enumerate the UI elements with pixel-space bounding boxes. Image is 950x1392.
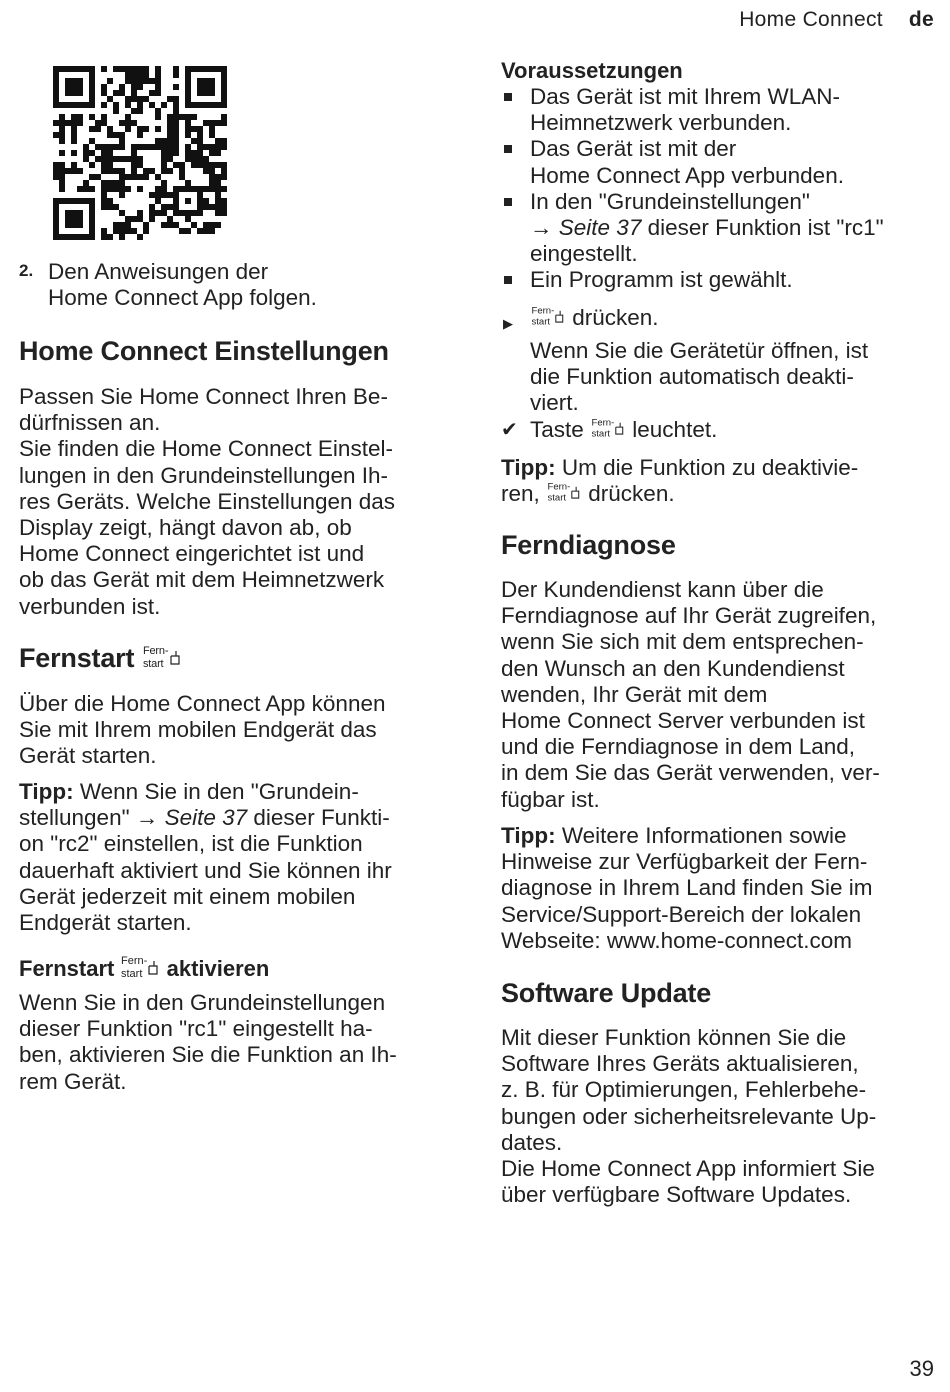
action-note bbox=[530, 338, 941, 417]
list-item: Das Gerät ist mit Ihrem WLAN- Heimnetzwerk verbunden. bbox=[501, 84, 941, 136]
fernstart-icon bbox=[142, 642, 182, 672]
text-line: lungen in den Grundeinstellungen Ih- bbox=[19, 462, 389, 488]
text-line: den Wunsch an den Kundendienst bbox=[501, 655, 845, 681]
check-icon: ✔ bbox=[501, 419, 518, 441]
requirements-list bbox=[501, 84, 941, 294]
heading-fernstart: Fernstart Fern- start bbox=[19, 643, 182, 675]
svg-text:Fern-: Fern- bbox=[531, 305, 555, 317]
text-line: Home Connect eingerichtet ist und bbox=[19, 541, 365, 567]
ferndiagnose-tip: Tipp: Weitere Informationen sowie Hinweise zur Verfügbarkeit der Fern- diagnose in Ihrem Land finden Sie im Service/Support-Bereich der lokalen Webseite: www.home-connect.com bbox=[501, 823, 873, 953]
header-language: de bbox=[908, 8, 934, 31]
running-header bbox=[739, 8, 934, 32]
text-line: z. B. für Optimierungen, Fehlerbehe- bbox=[501, 1077, 867, 1103]
heading-ferndiagnose: Ferndiagnose bbox=[501, 530, 676, 560]
list-item: Ein Programm ist gewählt. bbox=[501, 267, 941, 293]
ferndiagnose-paragraph bbox=[501, 577, 941, 813]
svg-text:Fern-: Fern- bbox=[591, 417, 615, 429]
text-line: dürfnissen an. bbox=[19, 410, 161, 436]
text-line: Software Ihres Geräts aktualisieren, bbox=[501, 1051, 859, 1077]
text-line: Passen Sie Home Connect Ihren Be- bbox=[19, 384, 388, 409]
software-update-paragraph bbox=[501, 1025, 941, 1208]
svg-text:Fern-: Fern- bbox=[121, 955, 148, 967]
fernstart-tip: Tipp: Wenn Sie in den "Grundein- stellungen" → Seite 37 dieser Funkti- on "rc2" einstellen, ist die Funktion dauerhaft aktiviert und Sie können ihr Gerät jederzeit mit einem mobilen Endgerät starten. bbox=[19, 779, 392, 936]
text-line: Der Kundendienst kann über die bbox=[501, 577, 824, 602]
fernstart-icon bbox=[546, 479, 582, 505]
text-line: Endgerät starten. bbox=[19, 910, 192, 936]
action-step: ▶ Fern- start drücken. bbox=[501, 305, 941, 332]
list-item: Das Gerät ist mit der Home Connect App verbunden. bbox=[501, 136, 941, 188]
text-line: Mit dieser Funktion können Sie die bbox=[501, 1025, 847, 1050]
step-2 bbox=[19, 259, 459, 311]
svg-text:start: start bbox=[531, 316, 551, 328]
text-line: Wenn Sie in den Grundeinstellungen bbox=[19, 990, 386, 1015]
text-line: Home Connect Server verbunden ist bbox=[501, 708, 865, 734]
fernstart-icon bbox=[120, 952, 160, 982]
svg-text:start: start bbox=[142, 657, 163, 670]
heading-home-connect-settings: Home Connect Einstellungen bbox=[19, 336, 389, 366]
text-line: Hinweise zur Verfügbarkeit der Fern- bbox=[501, 849, 868, 875]
text-line: on "rc2" einstellen, ist die Funktion bbox=[19, 831, 363, 857]
text-line: Sie finden die Home Connect Einstel- bbox=[19, 436, 393, 462]
text-line: Service/Support-Bereich der lokalen bbox=[501, 901, 862, 927]
text-line: die Funktion automatisch deakti- bbox=[530, 364, 854, 390]
svg-text:start: start bbox=[591, 428, 611, 440]
page-number: 39 bbox=[909, 1356, 934, 1381]
text-line: dates. bbox=[501, 1129, 563, 1155]
text-line: Ferndiagnose auf Ihr Gerät zugreifen, bbox=[501, 603, 877, 629]
text-line: Gerät starten. bbox=[19, 743, 157, 769]
fernstart-intro bbox=[19, 691, 459, 770]
text-line: bungen oder sicherheitsrelevante Up- bbox=[501, 1103, 877, 1129]
svg-text:start: start bbox=[547, 492, 567, 504]
heading-requirements: Voraussetzungen bbox=[501, 58, 683, 83]
heading-fernstart-activate: Fernstart Fern- start aktivieren bbox=[19, 955, 269, 985]
action-result: ✔ Taste Fern- start leuchtet. bbox=[501, 417, 718, 442]
text-line: diagnose in Ihrem Land finden Sie im bbox=[501, 875, 873, 901]
text-line: ben, aktivieren Sie die Funktion an Ih- bbox=[19, 1042, 397, 1068]
svg-text:Fern-: Fern- bbox=[142, 644, 168, 657]
text-line: verbunden ist. bbox=[19, 593, 161, 619]
activate-paragraph bbox=[19, 990, 459, 1095]
step-text: Den Anweisungen der Home Connect App folgen. bbox=[48, 259, 317, 311]
text-line: in dem Sie das Gerät verwenden, ver- bbox=[501, 760, 880, 786]
text-line: viert. bbox=[530, 390, 579, 416]
list-item: In den "Grundeinstellungen" → Seite 37 dieser Funktion ist "rc1" eingestellt. bbox=[501, 189, 941, 268]
svg-text:start: start bbox=[121, 968, 143, 980]
text-line: dieser Funktion "rc1" eingestellt ha- bbox=[19, 1016, 373, 1042]
svg-text:Fern-: Fern- bbox=[547, 481, 571, 493]
fernstart-icon bbox=[530, 303, 566, 329]
text-line: Display zeigt, hängt davon ab, ob bbox=[19, 515, 352, 541]
text-line: über verfügbare Software Updates. bbox=[501, 1182, 852, 1208]
header-title: Home Connect bbox=[739, 8, 883, 31]
step-number: 2. bbox=[19, 261, 34, 280]
text-line: wenden, Ihr Gerät mit dem bbox=[501, 681, 768, 707]
settings-paragraph bbox=[19, 384, 459, 620]
text-line: fügbar ist. bbox=[501, 786, 600, 812]
step-arrow-icon: ▶ bbox=[503, 316, 513, 331]
qr-code bbox=[53, 66, 227, 240]
heading-software-update: Software Update bbox=[501, 978, 712, 1008]
text-line: Gerät jederzeit mit einem mobilen bbox=[19, 883, 356, 909]
text-line: und die Ferndiagnose in dem Land, bbox=[501, 734, 856, 760]
text-line: Über die Home Connect App können bbox=[19, 691, 386, 716]
text-line: dauerhaft aktiviert und Sie können ihr bbox=[19, 857, 392, 883]
text-line: rem Gerät. bbox=[19, 1068, 127, 1094]
text-line: Die Home Connect App informiert Sie bbox=[501, 1156, 875, 1182]
text-line: Webseite: www.home-connect.com bbox=[501, 927, 852, 953]
fernstart-icon bbox=[590, 415, 626, 441]
text-line: Sie mit Ihrem mobilen Endgerät das bbox=[19, 717, 377, 743]
text-line: res Geräts. Welche Einstellungen das bbox=[19, 488, 396, 514]
text-line: Wenn Sie die Gerätetür öffnen, ist bbox=[530, 338, 869, 363]
text-line: wenn Sie sich mit dem entsprechen- bbox=[501, 629, 864, 655]
deactivate-tip: Tipp: Um die Funktion zu deaktivie- ren, Fern- start drücken. bbox=[501, 455, 859, 507]
text-line: ob das Gerät mit dem Heimnetzwerk bbox=[19, 567, 385, 593]
